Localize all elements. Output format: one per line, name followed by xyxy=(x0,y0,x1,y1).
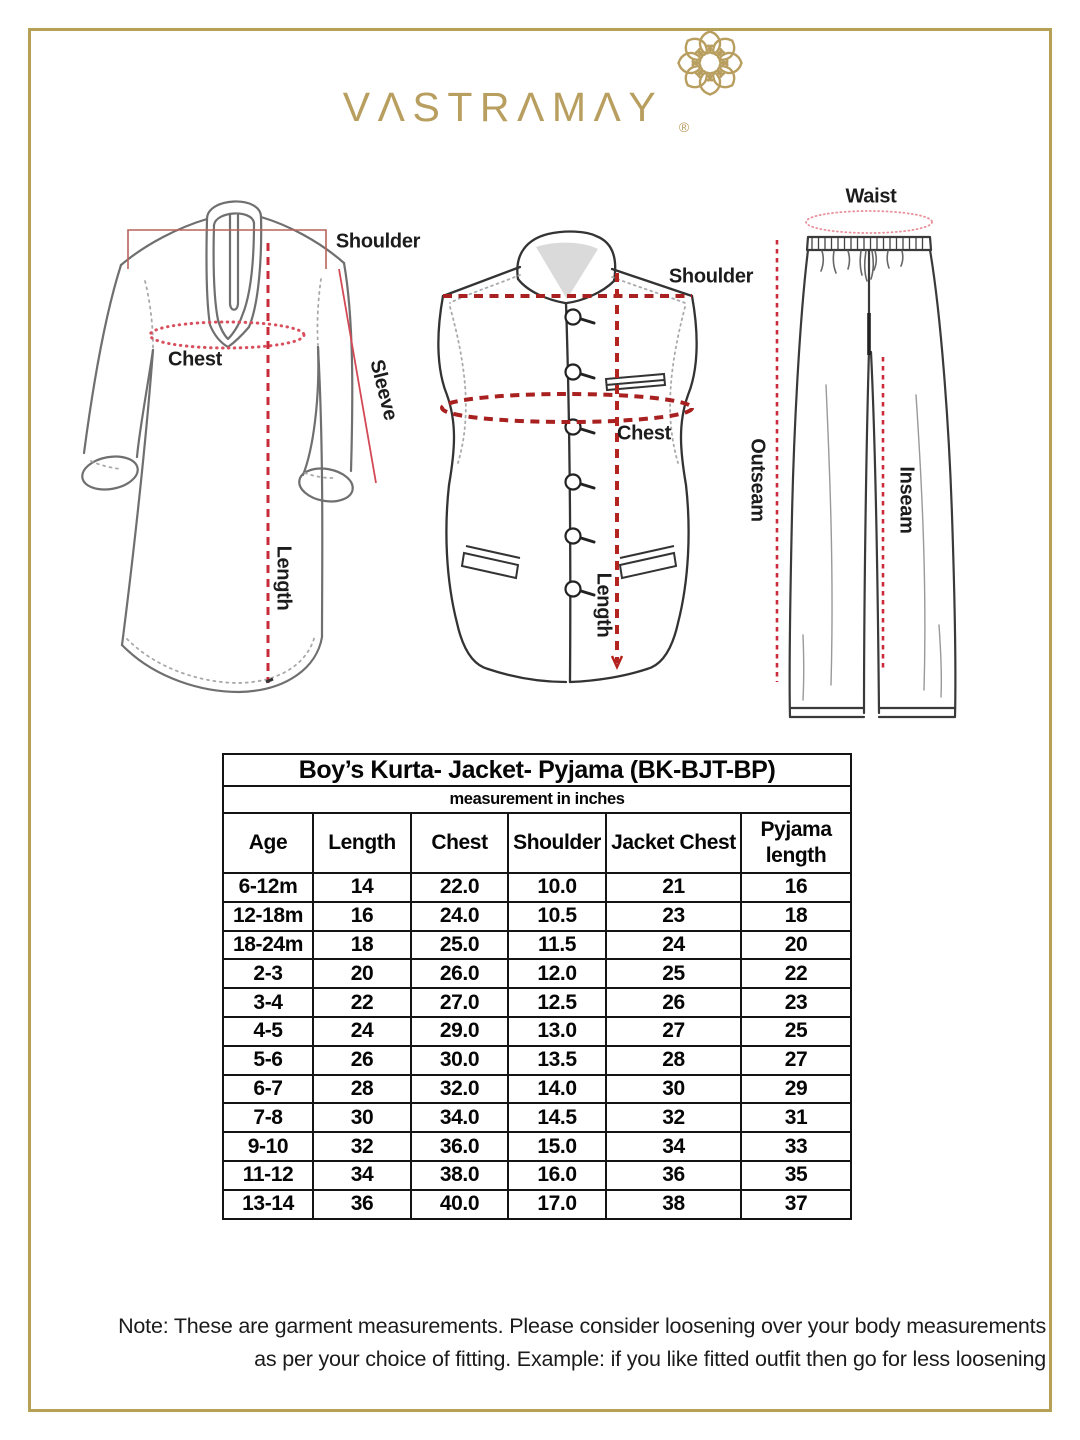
kurta-length-label: Length xyxy=(272,545,295,611)
table-cell: 20 xyxy=(741,931,851,960)
size-chart-table xyxy=(222,753,852,1220)
pyjama-inseam-label: Inseam xyxy=(895,466,918,534)
table-cell: 11.5 xyxy=(508,931,606,960)
brand-header xyxy=(0,84,1006,135)
kurta-chest-label: Chest xyxy=(167,348,223,371)
column-header-length: Length xyxy=(313,813,411,873)
table-cell: 38.0 xyxy=(411,1161,508,1190)
table-cell: 30.0 xyxy=(411,1046,508,1075)
table-subtitle: measurement in inches xyxy=(223,786,851,813)
table-cell: 12.5 xyxy=(508,988,606,1017)
table-cell: 16 xyxy=(741,873,851,902)
table-title: Boy’s Kurta- Jacket- Pyjama (BK-BJT-BP) xyxy=(223,754,851,786)
pyjama-waist-label: Waist xyxy=(845,185,897,208)
table-cell: 3-4 xyxy=(223,988,313,1017)
kurta-line-art xyxy=(55,185,430,745)
table-cell: 36 xyxy=(606,1161,741,1190)
table-cell: 7-8 xyxy=(223,1103,313,1132)
table-cell: 4-5 xyxy=(223,1017,313,1046)
table-cell: 30 xyxy=(313,1103,411,1132)
column-header-age: Age xyxy=(223,813,313,873)
table-cell: 22.0 xyxy=(411,873,508,902)
column-header-pyjama-length: Pyjama length xyxy=(741,813,851,873)
table-row xyxy=(223,1075,851,1104)
table-cell: 25 xyxy=(606,959,741,988)
table-cell: 13.0 xyxy=(508,1017,606,1046)
table-cell: 23 xyxy=(741,988,851,1017)
table-cell: 26.0 xyxy=(411,959,508,988)
table-cell: 20 xyxy=(313,959,411,988)
table-cell: 23 xyxy=(606,902,741,931)
table-cell: 21 xyxy=(606,873,741,902)
jacket-diagram xyxy=(430,195,780,745)
pyjama-diagram xyxy=(730,155,1060,750)
table-cell: 12.0 xyxy=(508,959,606,988)
table-cell: 17.0 xyxy=(508,1190,606,1219)
table-row xyxy=(223,931,851,960)
table-cell: 9-10 xyxy=(223,1132,313,1161)
table-row xyxy=(223,873,851,902)
table-cell: 16.0 xyxy=(508,1161,606,1190)
jacket-length-label: Length xyxy=(592,572,615,638)
measurement-note xyxy=(38,1310,1046,1376)
table-cell: 33 xyxy=(741,1132,851,1161)
table-cell: 34.0 xyxy=(411,1103,508,1132)
registered-trademark-symbol: ® xyxy=(678,119,690,135)
table-cell: 37 xyxy=(741,1190,851,1219)
table-cell: 22 xyxy=(741,959,851,988)
table-cell: 28 xyxy=(606,1046,741,1075)
table-row xyxy=(223,1132,851,1161)
table-cell: 6-12m xyxy=(223,873,313,902)
column-header-shoulder: Shoulder xyxy=(508,813,606,873)
table-header-row xyxy=(223,813,851,873)
table-cell: 38 xyxy=(606,1190,741,1219)
table-cell: 10.5 xyxy=(508,902,606,931)
table-cell: 36 xyxy=(313,1190,411,1219)
table-row xyxy=(223,1046,851,1075)
table-cell: 5-6 xyxy=(223,1046,313,1075)
table-cell: 26 xyxy=(606,988,741,1017)
table-cell: 35 xyxy=(741,1161,851,1190)
table-cell: 27 xyxy=(741,1046,851,1075)
table-cell: 15.0 xyxy=(508,1132,606,1161)
pyjama-outseam-label: Outseam xyxy=(746,438,769,522)
table-cell: 13-14 xyxy=(223,1190,313,1219)
table-cell: 25 xyxy=(741,1017,851,1046)
table-row xyxy=(223,1190,851,1219)
column-header-chest: Chest xyxy=(411,813,508,873)
note-line-1: Note: These are garment measurements. Please consider loosening over your body measurements xyxy=(118,1313,1046,1338)
table-cell: 25.0 xyxy=(411,931,508,960)
table-cell: 29.0 xyxy=(411,1017,508,1046)
table-cell: 36.0 xyxy=(411,1132,508,1161)
note-line-2: as per your choice of fitting. Example: if you like fitted outfit then go for less loosening xyxy=(254,1346,1046,1371)
table-subtitle-row xyxy=(223,786,851,813)
table-cell: 14.0 xyxy=(508,1075,606,1104)
table-cell: 29 xyxy=(741,1075,851,1104)
table-row xyxy=(223,1103,851,1132)
table-title-row xyxy=(223,754,851,786)
table-cell: 28 xyxy=(313,1075,411,1104)
table-cell: 31 xyxy=(741,1103,851,1132)
table-row xyxy=(223,988,851,1017)
table-cell: 32 xyxy=(313,1132,411,1161)
table-cell: 18-24m xyxy=(223,931,313,960)
table-row xyxy=(223,959,851,988)
table-cell: 40.0 xyxy=(411,1190,508,1219)
table-row xyxy=(223,902,851,931)
table-cell: 30 xyxy=(606,1075,741,1104)
table-cell: 14 xyxy=(313,873,411,902)
kurta-sleeve-label: Sleeve xyxy=(365,357,402,423)
table-cell: 18 xyxy=(741,902,851,931)
table-cell: 24 xyxy=(606,931,741,960)
table-cell: 34 xyxy=(606,1132,741,1161)
jacket-shoulder-label: Shoulder xyxy=(668,265,754,288)
kurta-diagram xyxy=(55,185,430,745)
table-cell: 34 xyxy=(313,1161,411,1190)
table-cell: 24 xyxy=(313,1017,411,1046)
table-cell: 22 xyxy=(313,988,411,1017)
table-cell: 13.5 xyxy=(508,1046,606,1075)
kurta-shoulder-label: Shoulder xyxy=(335,230,421,253)
table-cell: 26 xyxy=(313,1046,411,1075)
table-cell: 24.0 xyxy=(411,902,508,931)
table-cell: 14.5 xyxy=(508,1103,606,1132)
column-header-jacket-chest: Jacket Chest xyxy=(606,813,741,873)
table-cell: 16 xyxy=(313,902,411,931)
table-cell: 12-18m xyxy=(223,902,313,931)
brand-logo-text: VΛSTRΛMΛY xyxy=(342,84,664,130)
table-cell: 27 xyxy=(606,1017,741,1046)
jacket-chest-label: Chest xyxy=(616,422,672,445)
table-cell: 27.0 xyxy=(411,988,508,1017)
brand-emblem-icon xyxy=(673,26,747,100)
table-cell: 32 xyxy=(606,1103,741,1132)
table-row xyxy=(223,1017,851,1046)
table-cell: 18 xyxy=(313,931,411,960)
pyjama-line-art xyxy=(730,155,1060,750)
table-cell: 32.0 xyxy=(411,1075,508,1104)
size-table-body xyxy=(223,873,851,1219)
table-cell: 6-7 xyxy=(223,1075,313,1104)
table-cell: 10.0 xyxy=(508,873,606,902)
table-cell: 2-3 xyxy=(223,959,313,988)
table-row xyxy=(223,1161,851,1190)
table-cell: 11-12 xyxy=(223,1161,313,1190)
